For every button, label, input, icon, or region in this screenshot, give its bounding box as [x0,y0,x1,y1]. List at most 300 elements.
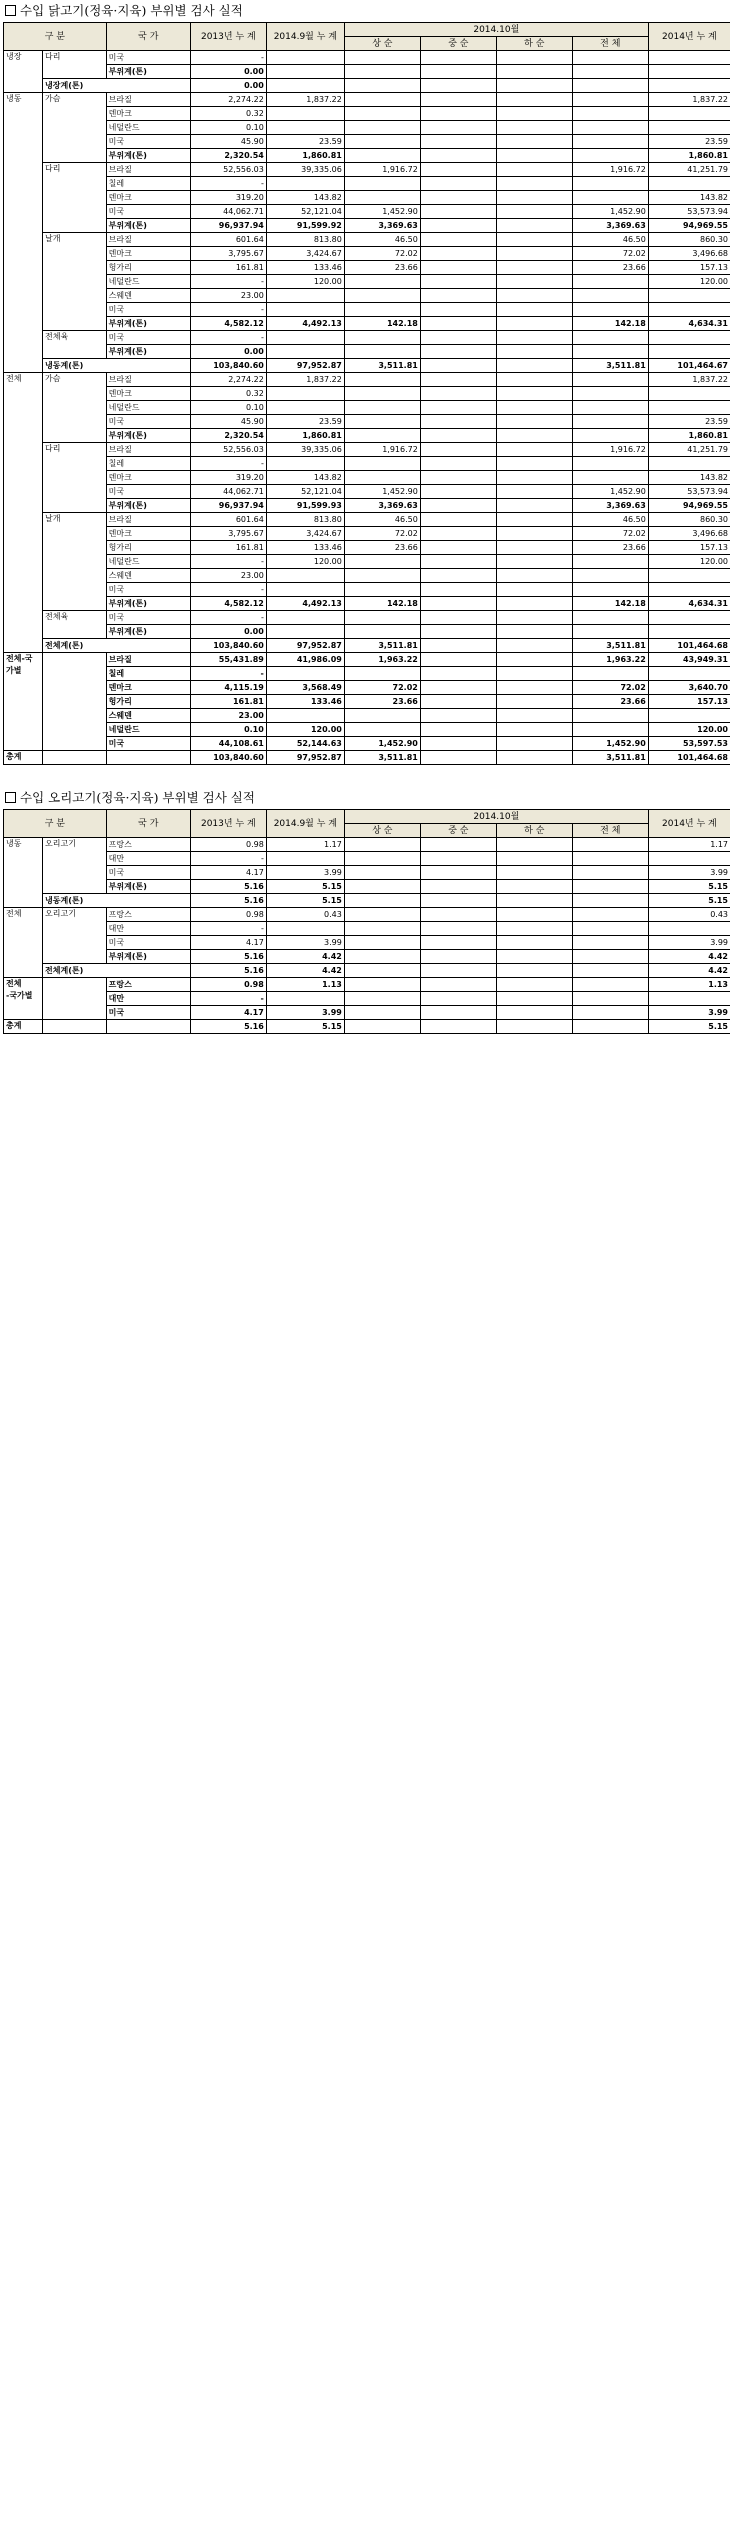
value-cell: 143.82 [266,471,344,485]
section-title-text: 수입 오리고기(정육·지육) 부위별 검사 실적 [20,790,255,805]
value-cell [344,345,420,359]
table-row [4,667,730,681]
value-cell [648,625,730,639]
value-cell [648,401,730,415]
value-cell: 4,492.13 [266,317,344,331]
value-cell [420,51,496,65]
country-cell: 부위계(톤) [106,65,190,79]
value-cell [344,611,420,625]
value-cell [420,751,496,765]
value-cell [496,331,572,345]
value-cell: 143.82 [648,471,730,485]
value-cell [496,541,572,555]
value-cell [420,1006,496,1020]
value-cell [648,583,730,597]
value-cell: 5.16 [190,880,266,894]
value-cell: 1,452.90 [572,205,648,219]
table-row [4,429,730,443]
header-2014-total: 2014년 누 계 [648,23,730,51]
value-cell [496,709,572,723]
value-cell: 72.02 [572,681,648,695]
country-cell: 칠레 [106,457,190,471]
value-cell: 5.16 [190,950,266,964]
header-2014-oct: 2014.10월 [344,23,648,37]
value-cell [344,303,420,317]
table-row [4,247,730,261]
value-cell: 1,860.81 [266,149,344,163]
value-cell [572,723,648,737]
country-cell: 부위계(톤) [106,880,190,894]
part-cell: 다리 [43,51,107,79]
table-row [4,499,730,513]
value-cell [420,149,496,163]
value-cell: 53,573.94 [648,485,730,499]
table-row [4,639,730,653]
table-row [4,359,730,373]
value-cell: 3,568.49 [266,681,344,695]
value-cell: 5.15 [648,1020,730,1034]
value-cell: 46.50 [344,233,420,247]
value-cell: 157.13 [648,695,730,709]
value-cell [648,922,730,936]
table-row [4,751,730,765]
header-2014-sep-total: 2014.9월 누 계 [266,810,344,838]
value-cell [344,177,420,191]
value-cell: 120.00 [266,275,344,289]
value-cell: 1,837.22 [266,93,344,107]
value-cell [420,275,496,289]
table-row [4,597,730,611]
value-cell [420,65,496,79]
country-cell [106,751,190,765]
table-row [4,387,730,401]
value-cell: 46.50 [572,513,648,527]
country-cell: 부위계(톤) [106,345,190,359]
value-cell [420,79,496,93]
country-cell: 미국 [106,51,190,65]
value-cell: 23.66 [572,541,648,555]
value-cell [572,107,648,121]
value-cell: 4.17 [190,866,266,880]
country-cell: 미국 [106,331,190,345]
value-cell [344,457,420,471]
value-cell [344,1006,420,1020]
value-cell [420,261,496,275]
table-row [4,583,730,597]
header-mid: 중 순 [420,37,496,51]
value-cell: 120.00 [648,275,730,289]
value-cell: 43,949.31 [648,653,730,667]
value-cell [266,922,344,936]
value-cell: 2,320.54 [190,149,266,163]
value-cell [496,880,572,894]
value-cell [344,191,420,205]
value-cell: 0.00 [190,625,266,639]
value-cell [648,107,730,121]
value-cell [420,219,496,233]
value-cell: 860.30 [648,233,730,247]
category-cell: 총계 [4,1020,43,1034]
value-cell: 23.66 [344,695,420,709]
value-cell [572,177,648,191]
table-row [4,922,730,936]
country-cell: 미국 [106,1006,190,1020]
value-cell: 45.90 [190,415,266,429]
country-cell: 대만 [106,852,190,866]
value-cell: 23.59 [266,415,344,429]
value-cell [496,373,572,387]
country-cell: 브라질 [106,233,190,247]
value-cell: 161.81 [190,541,266,555]
table-row [4,964,730,978]
value-cell: 157.13 [648,541,730,555]
value-cell [648,992,730,1006]
value-cell [572,429,648,443]
value-cell [496,317,572,331]
value-cell [496,149,572,163]
subtotal-label-cell: 전체계(톤) [43,964,191,978]
value-cell: - [190,457,266,471]
value-cell [496,625,572,639]
value-cell: 91,599.92 [266,219,344,233]
value-cell: 1,452.90 [572,485,648,499]
value-cell [648,569,730,583]
value-cell: 3,369.63 [344,499,420,513]
value-cell: 3,496.68 [648,527,730,541]
value-cell [496,569,572,583]
value-cell: 0.10 [190,121,266,135]
value-cell [420,499,496,513]
country-cell: 부위계(톤) [106,499,190,513]
value-cell [496,583,572,597]
section-title [5,0,727,22]
value-cell: 97,952.87 [266,751,344,765]
value-cell: 4.42 [266,950,344,964]
value-cell [496,978,572,992]
value-cell [496,667,572,681]
value-cell: 1.13 [648,978,730,992]
value-cell [420,345,496,359]
value-cell: 3,424.67 [266,527,344,541]
table-row [4,177,730,191]
table-row [4,93,730,107]
value-cell [648,709,730,723]
value-cell [572,1006,648,1020]
value-cell: 46.50 [344,513,420,527]
value-cell: - [190,303,266,317]
table-row [4,443,730,457]
value-cell: 3.99 [648,936,730,950]
value-cell [420,653,496,667]
value-cell: 2,274.22 [190,373,266,387]
subtotal-label-cell: 냉장계(톤) [43,79,191,93]
inspection-table [3,22,730,765]
value-cell [420,667,496,681]
value-cell: 41,986.09 [266,653,344,667]
value-cell [344,992,420,1006]
header-2013-total: 2013년 누 계 [190,810,266,838]
value-cell [572,135,648,149]
value-cell [648,611,730,625]
country-cell: 미국 [106,485,190,499]
value-cell [344,51,420,65]
value-cell [266,667,344,681]
value-cell: 5.15 [266,1020,344,1034]
value-cell: 4.42 [648,964,730,978]
value-cell [572,866,648,880]
country-cell: 헝가리 [106,541,190,555]
value-cell [344,135,420,149]
header-row [4,810,730,824]
value-cell [496,922,572,936]
value-cell [420,541,496,555]
table-row [4,261,730,275]
value-cell: 101,464.68 [648,751,730,765]
value-cell [344,107,420,121]
header-2014-oct: 2014.10월 [344,810,648,824]
value-cell: 52,121.04 [266,205,344,219]
country-cell: 부위계(톤) [106,429,190,443]
value-cell: 3,511.81 [344,639,420,653]
category-cell: 전체 -국가별 [4,978,43,1020]
value-cell: 52,556.03 [190,163,266,177]
value-cell [572,583,648,597]
value-cell: 94,969.55 [648,499,730,513]
value-cell [496,107,572,121]
value-cell [344,625,420,639]
value-cell: - [190,51,266,65]
value-cell [572,149,648,163]
value-cell [344,65,420,79]
value-cell [496,751,572,765]
value-cell [344,667,420,681]
country-cell: 대만 [106,922,190,936]
value-cell [496,597,572,611]
value-cell [648,852,730,866]
value-cell [420,471,496,485]
country-cell: 브라질 [106,513,190,527]
value-cell [496,135,572,149]
value-cell [344,93,420,107]
value-cell: 1,452.90 [344,205,420,219]
value-cell [496,443,572,457]
value-cell [266,51,344,65]
value-cell [420,978,496,992]
value-cell: 5.16 [190,1020,266,1034]
value-cell [648,51,730,65]
value-cell [496,289,572,303]
value-cell: 23.00 [190,709,266,723]
value-cell [344,149,420,163]
value-cell: 0.43 [266,908,344,922]
value-cell: 4,634.31 [648,597,730,611]
header-2013-total: 2013년 누 계 [190,23,266,51]
value-cell [572,275,648,289]
value-cell [344,978,420,992]
value-cell [572,191,648,205]
country-cell: 덴마크 [106,681,190,695]
value-cell [496,429,572,443]
table-row [4,205,730,219]
value-cell [572,978,648,992]
header-category: 구 분 [4,810,107,838]
value-cell: 0.00 [190,79,266,93]
value-cell: 101,464.67 [648,359,730,373]
value-cell [420,639,496,653]
value-cell [496,163,572,177]
table-row [4,415,730,429]
value-cell [420,922,496,936]
country-cell: 브라질 [106,653,190,667]
country-cell: 미국 [106,611,190,625]
table-row [4,541,730,555]
table-row [4,317,730,331]
value-cell: 133.46 [266,695,344,709]
value-cell [496,485,572,499]
value-cell: 103,840.60 [190,359,266,373]
value-cell [420,695,496,709]
value-cell [344,894,420,908]
country-cell: 네덜란드 [106,275,190,289]
table-row [4,709,730,723]
value-cell: 3,795.67 [190,247,266,261]
value-cell [572,93,648,107]
value-cell [420,625,496,639]
value-cell [572,908,648,922]
value-cell [496,950,572,964]
table-row [4,1020,730,1034]
table-row [4,163,730,177]
part-cell: 날개 [43,233,107,331]
value-cell [420,415,496,429]
table-row [4,345,730,359]
value-cell [496,499,572,513]
value-cell: 52,144.63 [266,737,344,751]
value-cell: 1,837.22 [648,93,730,107]
part-cell: 오리고기 [43,838,107,894]
category-cell: 총계 [4,751,43,765]
header-month-total: 전 체 [572,824,648,838]
table-row [4,653,730,667]
value-cell [420,317,496,331]
value-cell: - [190,922,266,936]
value-cell [572,936,648,950]
value-cell [344,373,420,387]
value-cell [496,639,572,653]
value-cell: 3,640.70 [648,681,730,695]
value-cell [420,597,496,611]
header-country: 국 가 [106,23,190,51]
duck-inspection-section [3,787,727,1034]
header-2014-total: 2014년 누 계 [648,810,730,838]
header-category: 구 분 [4,23,107,51]
value-cell [572,457,648,471]
value-cell [496,303,572,317]
table-row [4,695,730,709]
value-cell: 0.10 [190,723,266,737]
value-cell: 23.59 [648,415,730,429]
part-cell: 날개 [43,513,107,611]
table-row [4,219,730,233]
value-cell: 3.99 [266,866,344,880]
value-cell: 601.64 [190,233,266,247]
value-cell: 103,840.60 [190,751,266,765]
value-cell: 39,335.06 [266,163,344,177]
value-cell [572,331,648,345]
value-cell: 161.81 [190,695,266,709]
value-cell [648,457,730,471]
section-title [5,787,727,809]
value-cell: 4.42 [648,950,730,964]
value-cell [572,964,648,978]
value-cell [420,401,496,415]
table-row [4,401,730,415]
value-cell: 0.00 [190,65,266,79]
value-cell: 23.66 [572,261,648,275]
value-cell [266,709,344,723]
value-cell: 1,916.72 [344,163,420,177]
value-cell: 72.02 [572,527,648,541]
value-cell [496,1020,572,1034]
table-row [4,233,730,247]
country-cell: 부위계(톤) [106,219,190,233]
value-cell [572,121,648,135]
part-cell: 다리 [43,163,107,233]
value-cell: - [190,611,266,625]
value-cell: 1,837.22 [648,373,730,387]
value-cell [344,1020,420,1034]
country-cell: 덴마크 [106,191,190,205]
value-cell [420,709,496,723]
value-cell: 3,496.68 [648,247,730,261]
value-cell: 3,424.67 [266,247,344,261]
value-cell [496,121,572,135]
value-cell: 1.17 [266,838,344,852]
header-2014-sep-total: 2014.9월 누 계 [266,23,344,51]
value-cell: - [190,583,266,597]
table-row [4,373,730,387]
value-cell: 39,335.06 [266,443,344,457]
value-cell: 3,511.81 [344,359,420,373]
value-cell [496,653,572,667]
value-cell [420,93,496,107]
value-cell [344,387,420,401]
value-cell [496,513,572,527]
part-cell [43,751,107,765]
country-cell: 네덜란드 [106,401,190,415]
value-cell [344,709,420,723]
value-cell: 4,582.12 [190,317,266,331]
value-cell [420,936,496,950]
table-row [4,275,730,289]
value-cell: 4,634.31 [648,317,730,331]
header-late: 하 순 [496,824,572,838]
part-cell [43,653,107,751]
value-cell: 3,369.63 [572,499,648,513]
value-cell: 157.13 [648,261,730,275]
value-cell: 1,963.22 [572,653,648,667]
value-cell: 72.02 [344,527,420,541]
country-cell: 브라질 [106,93,190,107]
value-cell [344,908,420,922]
value-cell: 23.00 [190,289,266,303]
table-row [4,51,730,65]
value-cell [266,401,344,415]
value-cell: 3,795.67 [190,527,266,541]
country-cell: 미국 [106,583,190,597]
value-cell [420,894,496,908]
value-cell: 0.43 [648,908,730,922]
